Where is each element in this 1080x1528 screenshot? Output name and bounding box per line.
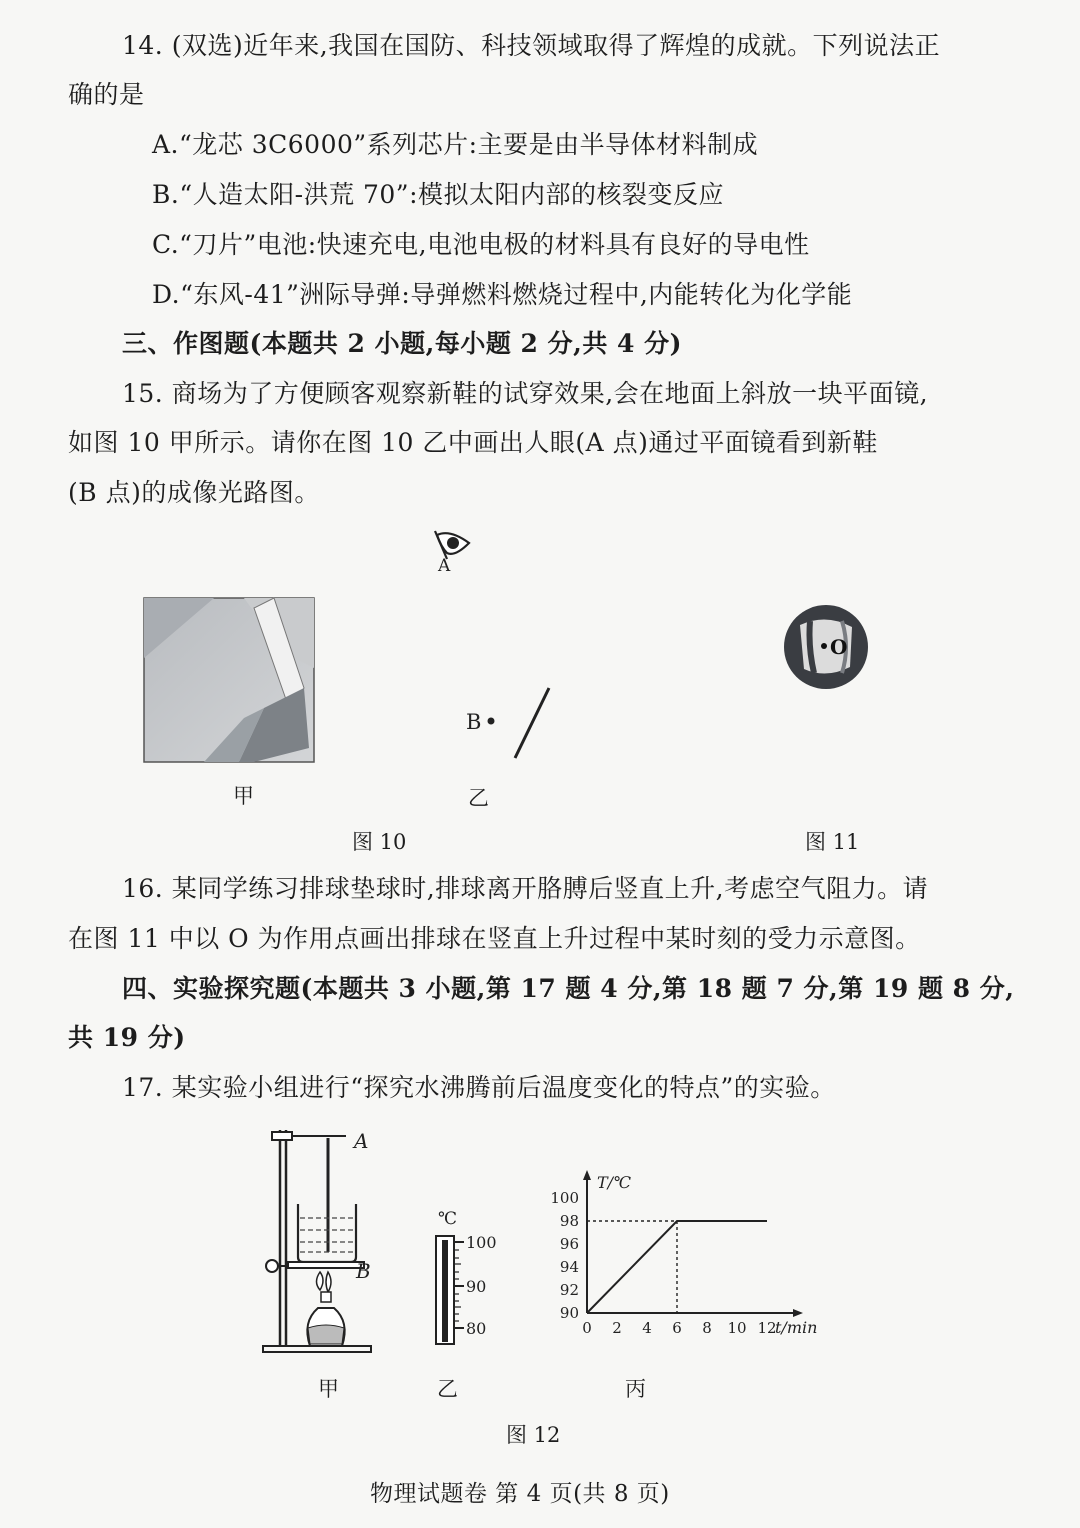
y-tick-label: 90	[559, 1304, 579, 1322]
fig10-mirror-photo	[144, 598, 314, 762]
y-tick-label: 98	[559, 1212, 579, 1230]
x-tick-label: 0	[582, 1319, 592, 1337]
thermo-tick-100: 100	[466, 1233, 497, 1252]
chart-axes	[583, 1170, 803, 1317]
apparatus-label-b: B	[356, 1259, 371, 1283]
chart-x-label: t/min	[775, 1318, 818, 1337]
fig10-caption: 图 10	[352, 830, 407, 854]
thermo-tick-80: 80	[466, 1319, 487, 1338]
x-tick-label: 8	[702, 1319, 712, 1337]
x-tick-label: 4	[642, 1319, 652, 1337]
x-tick-label: 10	[727, 1319, 747, 1337]
fig12-label-jia: 甲	[318, 1377, 339, 1401]
fig10-label-jia: 甲	[233, 784, 254, 808]
y-tick-label: 96	[559, 1235, 579, 1253]
thermo-tick-90: 90	[466, 1277, 487, 1296]
q16-stem-line2: 在图 11 中以 O 为作用点画出排球在竖直上升过程中某时刻的受力示意图。	[68, 924, 921, 953]
x-tick-label: 12	[757, 1319, 777, 1337]
point-b-label: B	[466, 710, 482, 734]
chart-x-ticks	[582, 1319, 776, 1337]
point-b-dot	[488, 718, 495, 725]
page-footer: 物理试题卷 第 4 页(共 8 页)	[370, 1481, 670, 1507]
x-tick-label: 6	[672, 1319, 682, 1337]
q16-stem-line1: 16. 某同学练习排球垫球时,排球离开胳膊后竖直上升,考虑空气阻力。请	[122, 874, 929, 903]
y-axis-arrow	[583, 1170, 591, 1180]
fig10-diagram	[425, 525, 565, 775]
q14-stem-line1: 14. (双选)近年来,我国在国防、科技领域取得了辉煌的成就。下列说法正	[122, 31, 941, 60]
section4-heading-line1: 四、实验探究题(本题共 3 小题,第 17 题 4 分,第 18 题 7 分,第 19 题 8 分,	[122, 974, 1015, 1003]
fig12-apparatus	[258, 1122, 383, 1357]
chart-y-label: T/℃	[597, 1173, 631, 1192]
q15-stem-line2: 如图 10 甲所示。请你在图 10 乙中画出人眼(A 点)通过平面镜看到新鞋	[68, 428, 878, 457]
q17-stem-line1: 17. 某实验小组进行“探究水沸腾前后温度变化的特点”的实验。	[122, 1073, 836, 1102]
y-tick-label: 94	[559, 1258, 579, 1276]
section4-heading-line2: 共 19 分)	[68, 1023, 186, 1052]
y-tick-label: 100	[550, 1189, 579, 1207]
thermometer-unit: ℃	[438, 1209, 458, 1229]
fig11-volleyball	[780, 603, 872, 691]
q15-stem-line3: (B 点)的成像光路图。	[68, 478, 320, 507]
point-o-label: O	[830, 635, 848, 659]
point-a-label: A	[438, 556, 451, 576]
plane-mirror-line	[515, 688, 549, 758]
chart-y-ticks	[550, 1189, 579, 1322]
q14-option-b: B.“人造太阳-洪荒 70”:模拟太阳内部的核裂变反应	[152, 180, 725, 209]
x-tick-label: 2	[612, 1319, 622, 1337]
q15-stem-line1: 15. 商场为了方便顾客观察新鞋的试穿效果,会在地面上斜放一块平面镜,	[122, 379, 929, 408]
section3-heading: 三、作图题(本题共 2 小题,每小题 2 分,共 4 分)	[122, 329, 682, 358]
apparatus-label-a: A	[354, 1129, 369, 1153]
fig12-caption: 图 12	[506, 1423, 561, 1447]
eye-icon	[435, 531, 469, 559]
q14-option-a: A.“龙芯 3C6000”系列芯片:主要是由半导体材料制成	[152, 130, 759, 159]
fig12-temperature-chart	[540, 1168, 818, 1348]
x-axis-arrow	[793, 1309, 803, 1317]
fig12-label-bing: 丙	[625, 1377, 646, 1401]
point-o-dot	[821, 643, 827, 649]
q14-option-d: D.“东风-41”洲际导弹:导弹燃料燃烧过程中,内能转化为化学能	[152, 280, 853, 309]
fig12-label-yi: 乙	[437, 1377, 458, 1401]
fig10-label-yi: 乙	[468, 786, 489, 810]
y-tick-label: 92	[559, 1281, 579, 1299]
fig12-thermometer	[428, 1206, 506, 1348]
fig11-caption: 图 11	[805, 830, 860, 854]
q14-option-c: C.“刀片”电池:快速充电,电池电极的材料具有良好的导电性	[152, 230, 810, 259]
q14-stem-line2: 确的是	[68, 80, 145, 109]
